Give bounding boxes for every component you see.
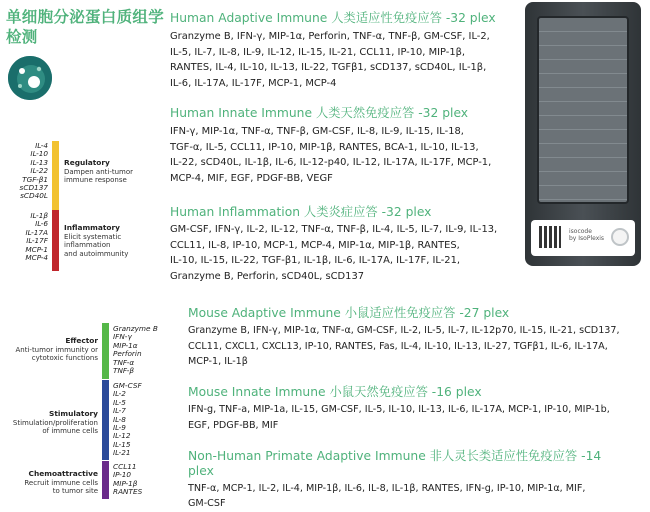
panel-list-mouse-innate [188,402,610,433]
chip-chamber-array [537,16,629,204]
panel-list-mouse-adaptive [188,323,620,370]
effector-color-bar [102,323,109,379]
chemoattractive-color-bar [102,461,109,499]
chemoattractive-desc: Recruit immune cells to tumor site [24,479,98,496]
list-line: IL-5, IL-7, IL-8, IL-9, IL-12, IL-15, IL-21, CCL11, IP-10, MIP-1β, [170,46,466,58]
inflammatory-color-bar [52,210,59,271]
panel-head-nhp-adaptive-cont: plex [188,464,214,478]
panel-list-human-adaptive [170,29,490,91]
inflammatory-cytokine-list: IL-1β IL-6 IL-17A IL-17F MCP-1 MCP-4 [25,211,48,263]
list-line: GM-CSF, IFN-γ, IL-2, IL-12, TNF-α, TNF-β, IL-4, IL-5, IL-7, IL-9, IL-13, [170,224,498,235]
list-line: RANTES, IL-4, IL-10, IL-13, IL-22, TGFβ1, sCD137, sCD40L, IL-1β, [170,62,487,74]
list-line: MCP-4, MIF, EGF, PDGF-BB, VEGF [170,172,333,184]
page-title: 单细胞分泌蛋白质组学检测 [6,8,165,46]
list-line: Granzyme B, Perforin, sCD40L, sCD137 [170,270,365,282]
regulatory-color-bar [52,141,59,210]
list-line: GM-CSF [188,497,226,509]
panel-head-human-adaptive: Human Adaptive Immune 人类适应性免疫应答 -32 plex [170,11,496,25]
list-line: TNF-α, MCP-1, IL-2, IL-4, MIP-1β, IL-6, IL-8, IL-1β, RANTES, IFN-g, IP-10, MIP-1α, MIF, [188,483,586,494]
list-line: TGF-α, IL-5, CCL11, IP-10, MIP-1β, RANTES, BCA-1, IL-10, IL-13, [170,141,479,153]
regulatory-cytokine-list: IL-4 IL-10 IL-13 IL-22 TGF-β1 sCD137 sCD40L [19,141,48,201]
list-line: IL-22, sCD40L, IL-1β, IL-6, IL-12-p40, IL-12, IL-17A, IL-17F, MCP-1, [170,157,492,169]
panel-head-nhp-adaptive: Non-Human Primate Adaptive Immune 非人灵长类适应性免疫应答 -14 [188,449,602,463]
regulatory-desc: Dampen anti-tumor immune response [64,168,134,185]
regulatory-title: Regulatory [64,158,110,167]
inflammatory-title: Inflammatory [64,223,120,232]
stimulatory-color-bar [102,380,109,460]
list-line: IFN-g, TNF-a, MIP-1a, IL-15, GM-CSF, IL-5, IL-10, IL-13, IL-6, IL-17A, MCP-1, IP-10, MIP-1b, [188,404,610,415]
panel-head-human-inflammation: Human Inflammation 人类炎症应答 -32 plex [170,205,432,219]
effector-cytokine-list: Granzyme B IFN-γ MIP-1α Perforin TNF-α TNF-β [113,324,158,376]
chip-image [525,2,641,266]
panel-list-human-innate [170,124,491,186]
chip-brand-text: isocode by IsoPlexis [569,228,605,242]
list-line: EGF, PDGF-BB, MIF [188,419,279,431]
panel-list-nhp-adaptive [188,482,585,511]
list-line: IL-6, IL-17A, IL-17F, MCP-1, MCP-4 [170,77,337,89]
chemoattractive-cytokine-list: CCL11 IP-10 MIP-1β RANTES [113,462,143,497]
qr-code-icon [539,226,561,248]
panel-head-mouse-adaptive: Mouse Adaptive Immune 小鼠适应性免疫应答 -27 plex [188,306,510,320]
list-line: IFN-γ, MIP-1α, TNF-α, TNF-β, GM-CSF, IL-8, IL-9, IL-15, IL-18, [170,126,464,137]
list-line: CCL11, IL-8, IP-10, MCP-1, MCP-4, MIP-1α, MIP-1β, RANTES, [170,239,460,251]
list-line: MCP-1, IL-1β [188,356,248,368]
stimulatory-cytokine-list: GM-CSF IL-2 IL-5 IL-7 IL-8 IL-9 IL-12 IL-15 IL-21 [113,381,142,458]
chip-port-icon [611,228,629,246]
stimulatory-desc: Stimulation/proliferation of immune cells [12,419,98,436]
list-line: CCL11, CXCL1, CXCL13, IP-10, RANTES, Fas, IL-4, IL-10, IL-13, IL-27, TGFβ1, IL-6, IL-17A, [188,340,608,352]
panel-list-human-inflammation [170,222,497,284]
inflammatory-desc: Elicit systematic inflammation and autoimmunity [64,233,129,258]
stimulatory-title: Stimulatory [49,409,98,418]
list-line: Granzyme B, IFN-γ, MIP-1α, TNF-α, GM-CSF, IL-2, IL-5, IL-7, IL-12p70, IL-15, IL-21, sCD137, [188,325,620,336]
panel-head-human-innate: Human Innate Immune 人类天然免疫应答 -32 plex [170,106,469,120]
panel-head-mouse-innate: Mouse Innate Immune 小鼠天然免疫应答 -16 plex [188,385,482,399]
list-line: IL-10, IL-15, IL-22, TGF-β1, IL-1β, IL-6, IL-17A, IL-17F, IL-21, [170,255,460,267]
chemoattractive-title: Chemoattractive [28,469,98,478]
effector-desc: Anti-tumor immunity or cytotoxic functions [15,346,98,363]
effector-title: Effector [65,336,98,345]
cell-logo-icon [8,56,52,100]
chip-label [531,220,635,256]
list-line: Granzyme B, IFN-γ, MIP-1α, Perforin, TNF-α, TNF-β, GM-CSF, IL-2, [170,31,490,42]
